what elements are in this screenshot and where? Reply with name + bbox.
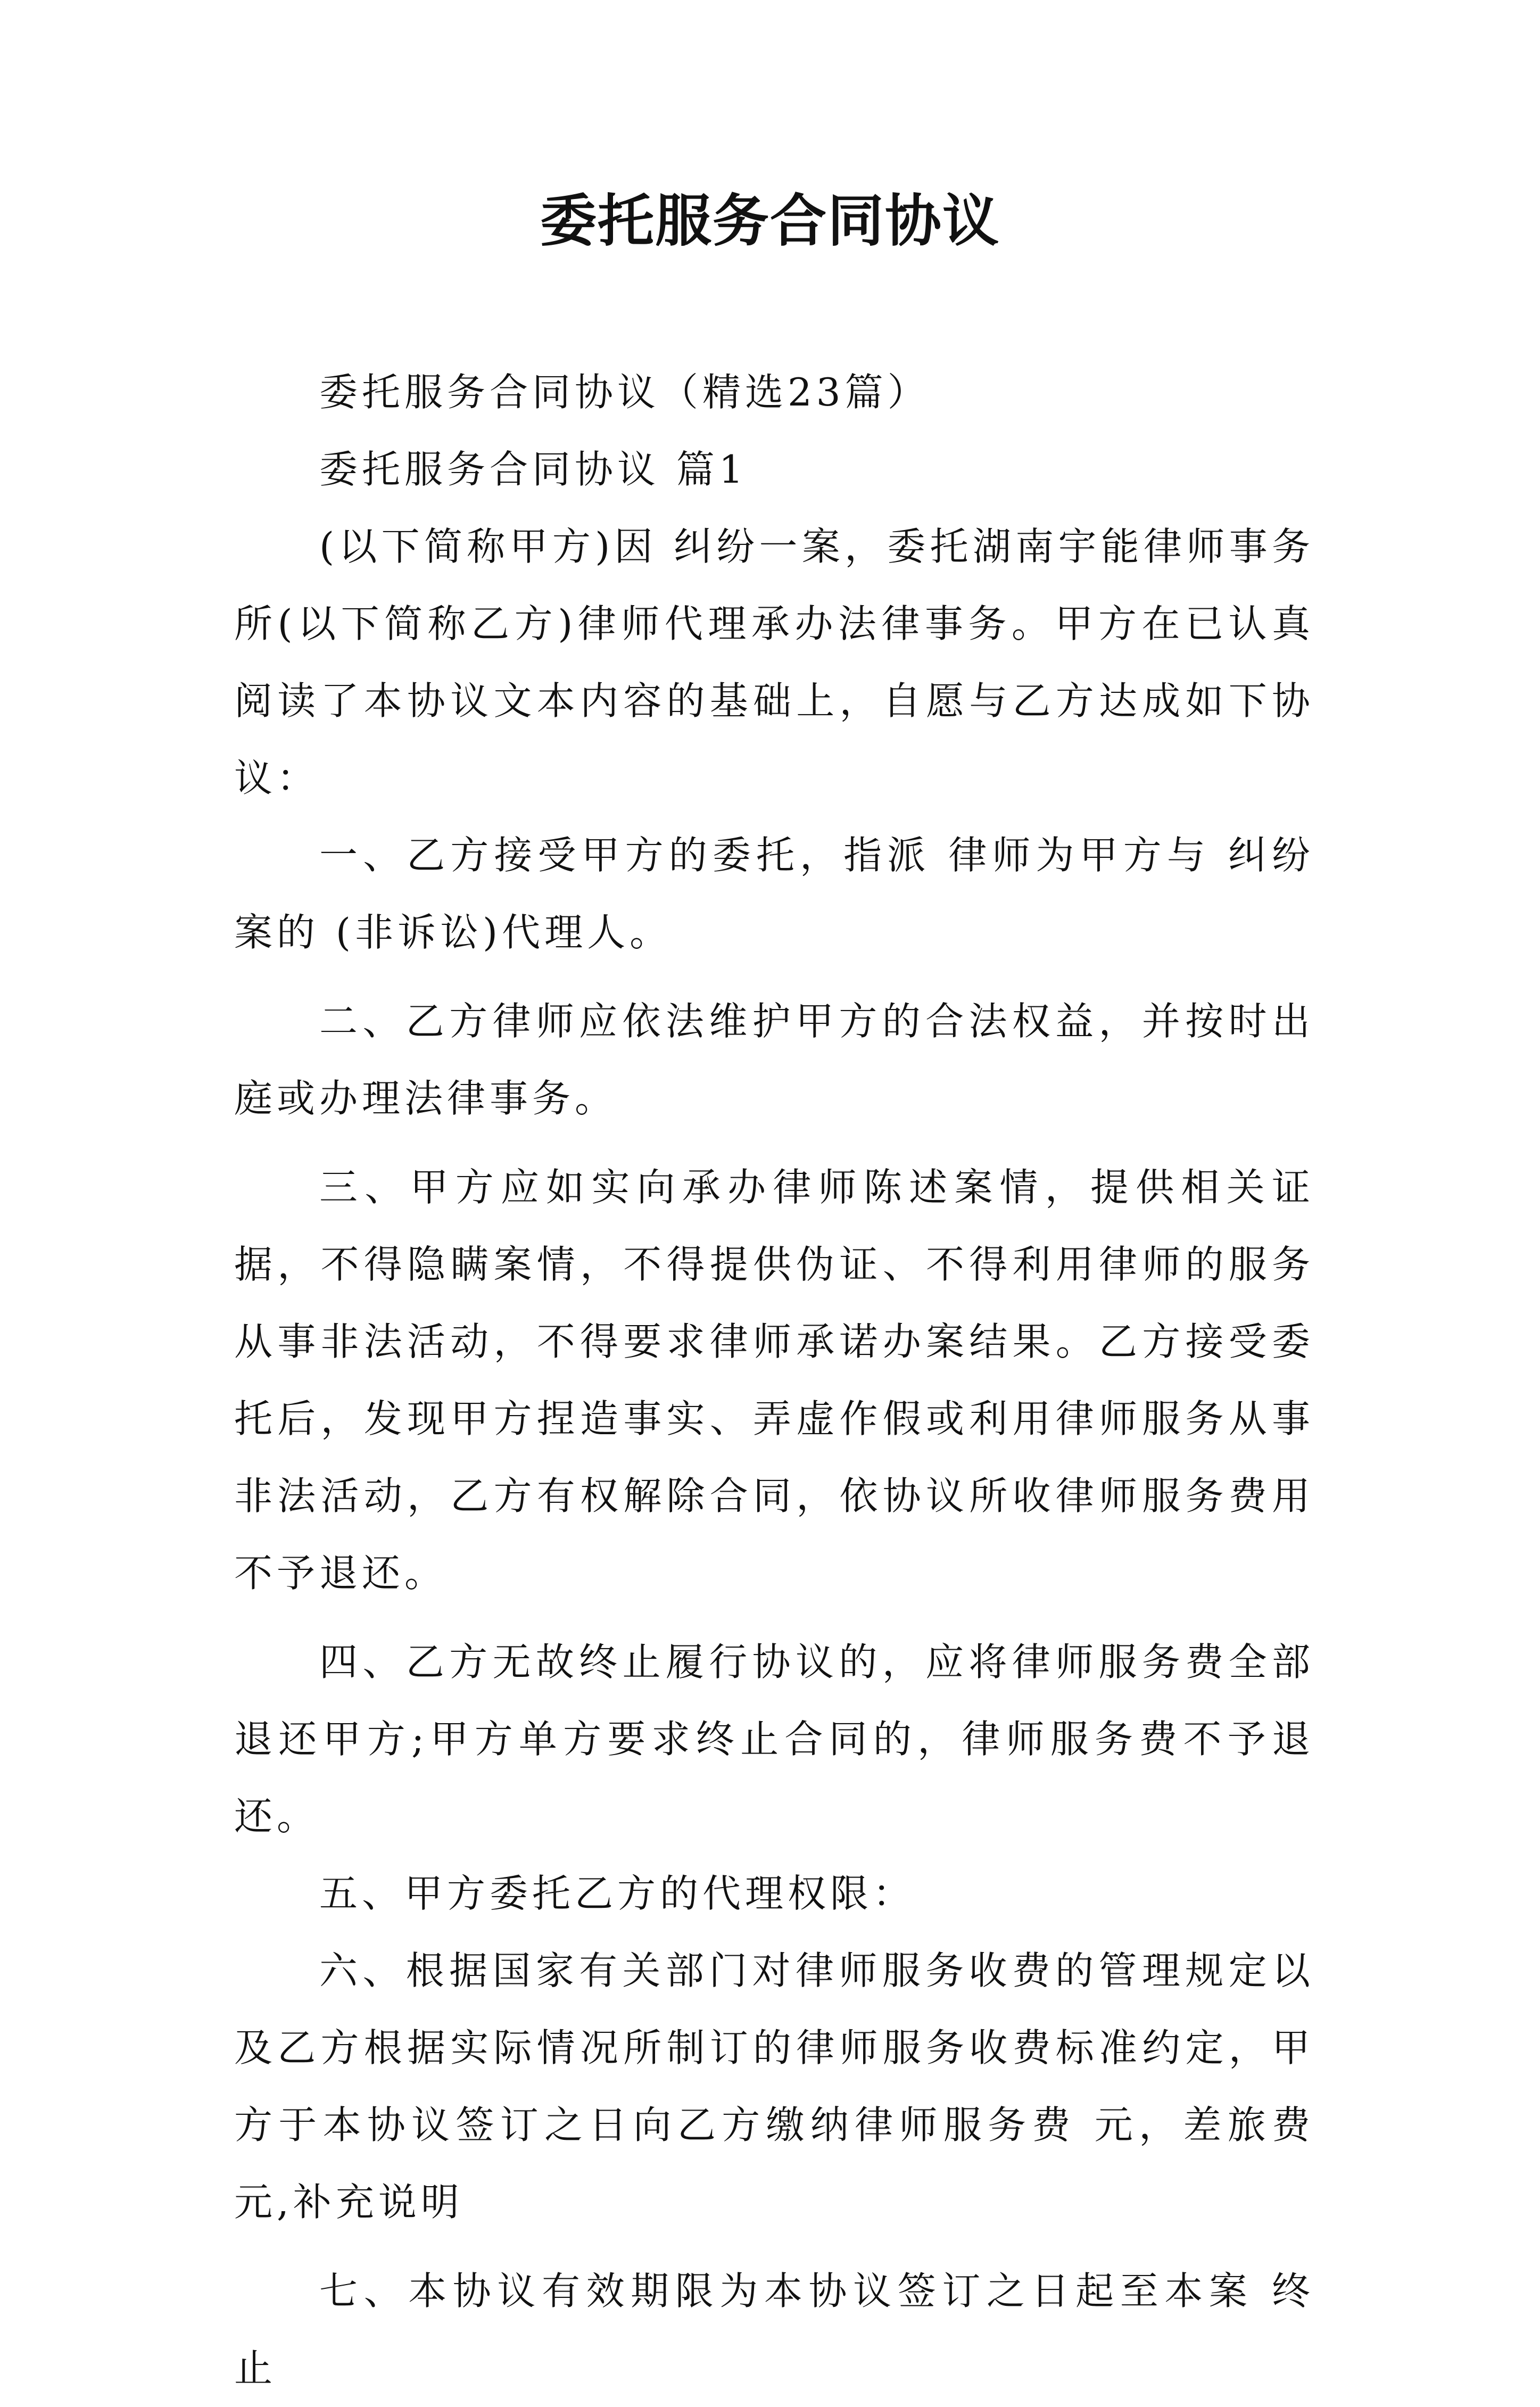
paragraph-clause-3: 三、甲方应如实向承办律师陈述案情，提供相关证据，不得隐瞒案情，不得提供伪证、不得利用律师的服务从事非法活动，不得要求律师承诺办案结果。乙方接受委托后，发现甲方捏造事实、弄虚作假或利用律师服务从事非法活动，乙方有权解除合同，依协议所收律师服务费用不予退还。 xyxy=(234,1165,1314,1595)
paragraph-clause-1: 一、乙方接受甲方的委托，指派 律师为甲方与 纠纷案的 (非诉讼)代理人。 xyxy=(234,833,1314,955)
document-body xyxy=(234,354,1314,2407)
paragraph-clause-7: 七、本协议有效期限为本协议签订之日起至本案 终止 xyxy=(234,2269,1314,2391)
paragraph-section-heading: 委托服务合同协议 篇1 xyxy=(319,447,748,492)
paragraph-collection-heading: 委托服务合同协议（精选23篇） xyxy=(319,370,930,415)
document-title: 委托服务合同协议 xyxy=(540,187,1000,254)
paragraph-clause-6: 六、根据国家有关部门对律师服务收费的管理规定以及乙方根据实际情况所制订的律师服务收费标准约定，甲方于本协议签订之日向乙方缴纳律师服务费 元，差旅费元,补充说明 xyxy=(234,1948,1314,2224)
paragraph-clause-4: 四、乙方无故终止履行协议的，应将律师服务费全部退还甲方;甲方单方要求终止合同的，律师服务费不予退还。 xyxy=(234,1640,1314,1839)
paragraph-clause-5: 五、甲方委托乙方的代理权限： xyxy=(319,1871,916,1916)
paragraph-clause-2: 二、乙方律师应依法维护甲方的合法权益，并按时出庭或办理法律事务。 xyxy=(234,999,1314,1121)
paragraph-preamble: (以下简称甲方)因 纠纷一案，委托湖南宇能律师事务所(以下简称乙方)律师代理承办法律事务。甲方在已认真阅读了本协议文本内容的基础上，自愿与乙方达成如下协议： xyxy=(234,524,1314,800)
